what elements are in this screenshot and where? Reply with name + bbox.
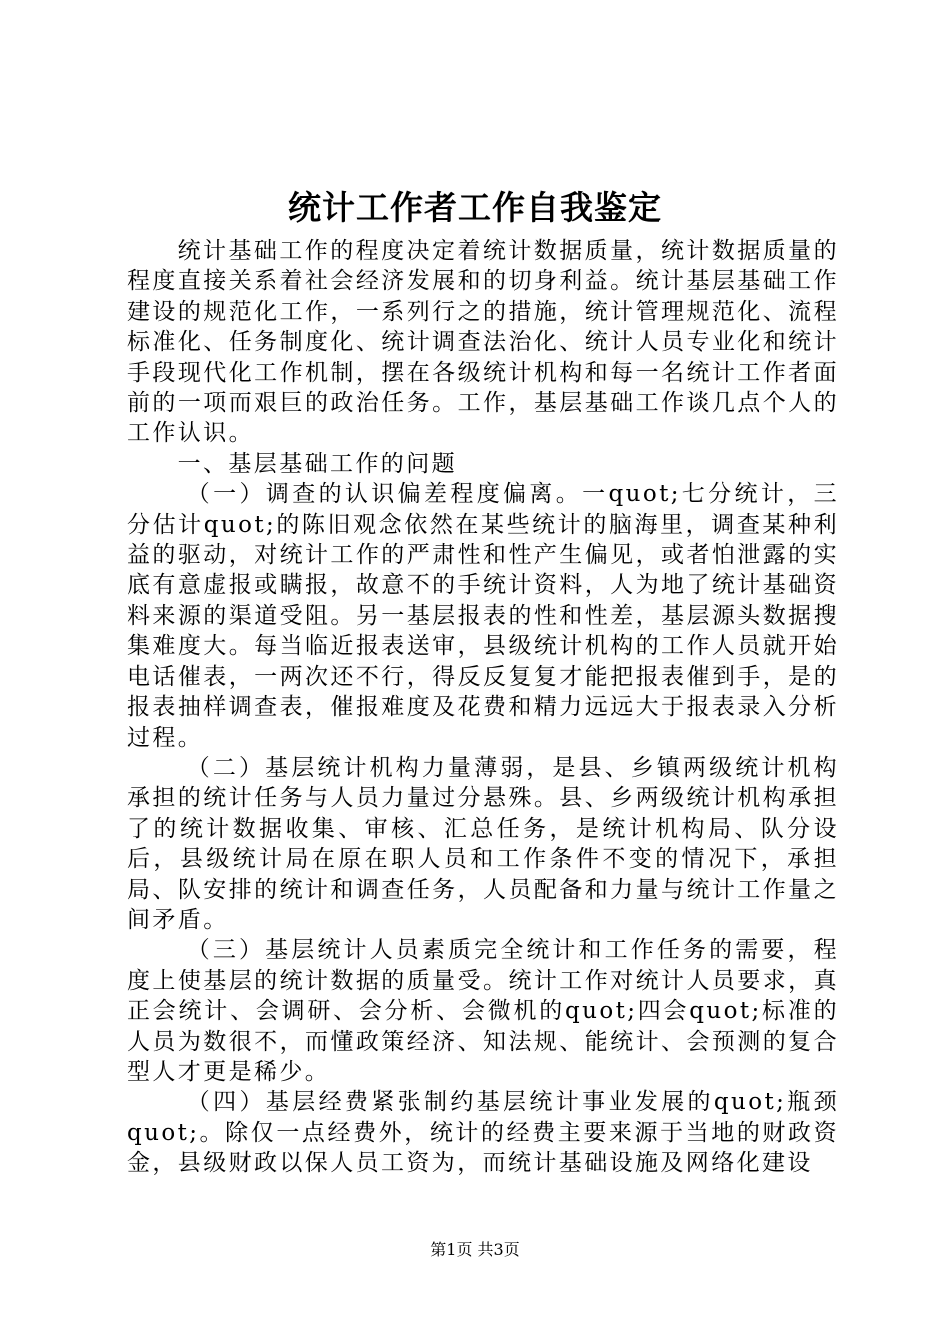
- document-title: 统计工作者工作自我鉴定: [288, 188, 662, 227]
- paragraph-issue-1: （一）调查的认识偏差程度偏离。一quot;七分统计，三分估计quot;的陈旧观念依然在某些统计的脑海里，调查某种利益的驱动，对统计工作的严肃性和性产生偏见，或者怕泄露的实底有意虚报或瞒报，故意不的手统计资料，人为地了统计基础资料来源的渠道受阻。另一基层报表的性和性差，基层源头数据搜集难度大。每当临近报表送审，县级统计机构的工作人员就开始电话催表，一两次还不行，得反反复复才能把报表催到手，是的报表抽样调查表，催报难度及花费和精力远远大于报表录入分析过程。: [127, 481, 839, 751]
- document-body: [127, 236, 839, 1179]
- paragraph-issue-3: （三）基层统计人员素质完全统计和工作任务的需要，程度上使基层的统计数据的质量受。统计工作对统计人员要求，真正会统计、会调研、会分析、会微机的quot;四会quot;标准的人员为数很不，而懂政策经济、知法规、能统计、会预测的复合型人才更是稀少。: [127, 937, 839, 1085]
- paragraph-issue-4: （四）基层经费紧张制约基层统计事业发展的quot;瓶颈quot;。除仅一点经费外，统计的经费主要来源于当地的财政资金，县级财政以保人员工资为，而统计基础设施及网络化建设: [127, 1089, 839, 1177]
- page-number-footer: 第1页 共3页: [430, 1240, 520, 1259]
- section-heading: 一、基层基础工作的问题: [177, 450, 457, 477]
- paragraph-issue-2: （二）基层统计机构力量薄弱，是县、乡镇两级统计机构承担的统计任务与人员力量过分悬殊。县、乡两级统计机构承担了的统计数据收集、审核、汇总任务，是统计机构局、队分设后，县级统计局在原在职人员和工作条件不变的情况下，承担局、队安排的统计和调查任务，人员配备和力量与统计工作量之间矛盾。: [127, 754, 839, 933]
- intro-paragraph: 统计基础工作的程度决定着统计数据质量，统计数据质量的程度直接关系着社会经济发展和的切身利益。统计基层基础工作建设的规范化工作，一系列行之的措施，统计管理规范化、流程标准化、任务制度化、统计调查法治化、统计人员专业化和统计手段现代化工作机制，摆在各级统计机构和每一名统计工作者面前的一项而艰巨的政治任务。工作，基层基础工作谈几点个人的工作认识。: [127, 238, 839, 447]
